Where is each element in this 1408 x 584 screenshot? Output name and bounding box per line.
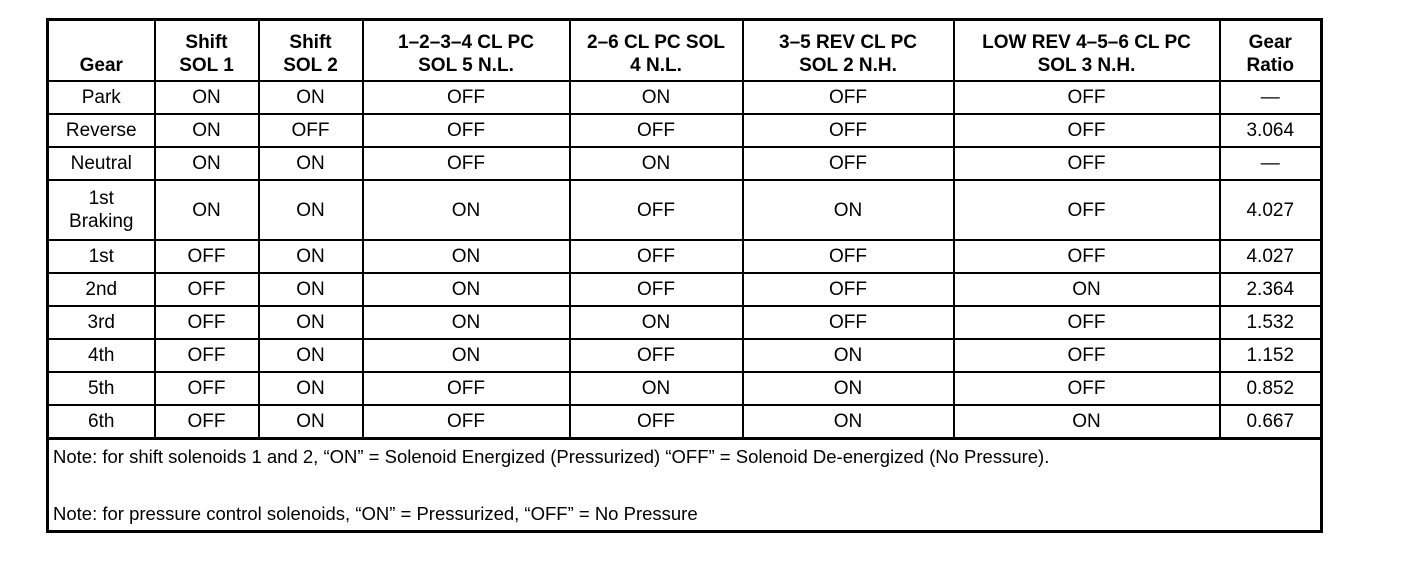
state-cell: OFF: [570, 273, 743, 306]
ratio-cell: 1.532: [1220, 306, 1322, 339]
header-sol-3: [954, 20, 1220, 82]
gear-cell: 1st: [48, 240, 155, 273]
notes-row: [48, 439, 1322, 532]
gear-cell-line: Braking: [69, 211, 134, 232]
header-gear-label: Gear: [79, 55, 123, 76]
state-cell: OFF: [155, 240, 259, 273]
table-row: [48, 180, 1322, 240]
state-cell: OFF: [743, 240, 954, 273]
state-cell: OFF: [743, 273, 954, 306]
state-cell: OFF: [570, 114, 743, 147]
state-cell: OFF: [954, 372, 1220, 405]
state-cell: OFF: [570, 339, 743, 372]
header-line: SOL 2 N.H.: [799, 55, 897, 76]
state-cell: ON: [259, 339, 363, 372]
notes-cell: [48, 439, 1322, 532]
state-cell: ON: [259, 273, 363, 306]
state-cell: OFF: [363, 81, 570, 114]
state-cell: OFF: [363, 147, 570, 180]
state-cell: ON: [363, 339, 570, 372]
state-cell: OFF: [155, 306, 259, 339]
state-cell: ON: [259, 372, 363, 405]
gear-cell: Park: [48, 81, 155, 114]
header-line: Gear: [1248, 32, 1292, 53]
gear-cell: Reverse: [48, 114, 155, 147]
state-cell: OFF: [954, 180, 1220, 240]
state-cell: ON: [570, 372, 743, 405]
header-line: 4 N.L.: [630, 55, 682, 76]
state-cell: OFF: [743, 306, 954, 339]
state-cell: OFF: [259, 114, 363, 147]
state-cell: ON: [155, 114, 259, 147]
header-line: 1–2–3–4 CL PC: [398, 32, 534, 53]
state-cell: OFF: [954, 81, 1220, 114]
gear-cell: [48, 180, 155, 240]
state-cell: OFF: [363, 372, 570, 405]
state-cell: ON: [259, 405, 363, 439]
ratio-cell: 4.027: [1220, 180, 1322, 240]
state-cell: ON: [570, 147, 743, 180]
state-cell: OFF: [743, 81, 954, 114]
header-line: Shift: [185, 32, 228, 53]
gear-cell: Neutral: [48, 147, 155, 180]
ratio-cell: 2.364: [1220, 273, 1322, 306]
state-cell: ON: [155, 147, 259, 180]
state-cell: OFF: [954, 306, 1220, 339]
gear-cell: 2nd: [48, 273, 155, 306]
state-cell: ON: [570, 81, 743, 114]
header-row: [48, 20, 1322, 82]
state-cell: OFF: [743, 147, 954, 180]
state-cell: ON: [570, 306, 743, 339]
table-row: [48, 273, 1322, 306]
state-cell: ON: [259, 147, 363, 180]
state-cell: OFF: [954, 240, 1220, 273]
gear-cell: 4th: [48, 339, 155, 372]
state-cell: OFF: [570, 405, 743, 439]
header-sol-5: [363, 20, 570, 82]
ratio-cell: —: [1220, 81, 1322, 114]
state-cell: OFF: [155, 339, 259, 372]
state-cell: ON: [363, 306, 570, 339]
state-cell: ON: [954, 405, 1220, 439]
table-row: [48, 339, 1322, 372]
table-row: [48, 240, 1322, 273]
state-cell: ON: [954, 273, 1220, 306]
state-cell: OFF: [570, 180, 743, 240]
ratio-cell: 0.852: [1220, 372, 1322, 405]
state-cell: ON: [743, 339, 954, 372]
state-cell: OFF: [954, 147, 1220, 180]
note-pressure-control-solenoids: Note: for pressure control solenoids, “ON” = Pressurized, “OFF” = No Pressure: [53, 503, 698, 524]
table-row: [48, 306, 1322, 339]
note-shift-solenoids: Note: for shift solenoids 1 and 2, “ON” = Solenoid Energized (Pressurized) “OFF” = Solenoid De-energized (No Pressure).: [53, 446, 1050, 467]
table-row: [48, 147, 1322, 180]
header-line: LOW REV 4–5–6 CL PC: [982, 32, 1191, 53]
state-cell: OFF: [954, 114, 1220, 147]
ratio-cell: 1.152: [1220, 339, 1322, 372]
table-row: [48, 372, 1322, 405]
gear-cell-line: 1st: [88, 188, 114, 209]
state-cell: ON: [155, 81, 259, 114]
header-shift-sol-2: [259, 20, 363, 82]
ratio-cell: 0.667: [1220, 405, 1322, 439]
state-cell: ON: [259, 306, 363, 339]
table-row: [48, 81, 1322, 114]
ratio-cell: —: [1220, 147, 1322, 180]
state-cell: ON: [363, 273, 570, 306]
header-line: Shift: [289, 32, 332, 53]
header-line: 3–5 REV CL PC: [779, 32, 917, 53]
state-cell: OFF: [363, 405, 570, 439]
state-cell: OFF: [954, 339, 1220, 372]
header-line: SOL 1: [179, 55, 234, 76]
state-cell: ON: [743, 405, 954, 439]
gear-cell: 6th: [48, 405, 155, 439]
header-sol-2: [743, 20, 954, 82]
state-cell: ON: [363, 180, 570, 240]
header-line: Ratio: [1246, 55, 1294, 76]
header-line: SOL 2: [283, 55, 338, 76]
table-row: [48, 405, 1322, 439]
header-gear: [48, 20, 155, 82]
state-cell: OFF: [363, 114, 570, 147]
header-line: 2–6 CL PC SOL: [587, 32, 725, 53]
header-line: SOL 5 N.L.: [418, 55, 514, 76]
state-cell: OFF: [155, 405, 259, 439]
state-cell: ON: [743, 372, 954, 405]
state-cell: ON: [259, 240, 363, 273]
gear-cell: 5th: [48, 372, 155, 405]
gear-cell: 3rd: [48, 306, 155, 339]
state-cell: OFF: [155, 372, 259, 405]
state-cell: ON: [259, 180, 363, 240]
solenoid-state-table: [46, 18, 1323, 533]
state-cell: OFF: [743, 114, 954, 147]
state-cell: ON: [259, 81, 363, 114]
state-cell: OFF: [155, 273, 259, 306]
header-shift-sol-1: [155, 20, 259, 82]
state-cell: ON: [743, 180, 954, 240]
ratio-cell: 3.064: [1220, 114, 1322, 147]
ratio-cell: 4.027: [1220, 240, 1322, 273]
table-row: [48, 114, 1322, 147]
table-body: [48, 81, 1322, 439]
header-gear-ratio: [1220, 20, 1322, 82]
state-cell: ON: [155, 180, 259, 240]
state-cell: OFF: [570, 240, 743, 273]
header-sol-4: [570, 20, 743, 82]
header-line: SOL 3 N.H.: [1037, 55, 1136, 76]
state-cell: ON: [363, 240, 570, 273]
